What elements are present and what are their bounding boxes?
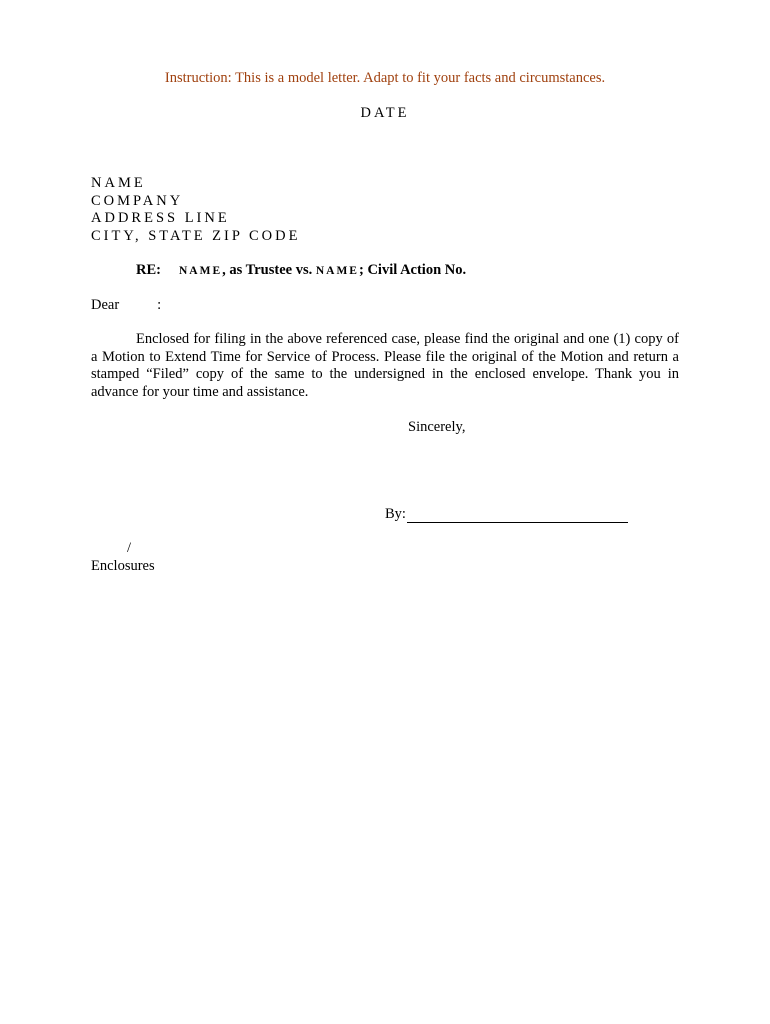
letter-body: Enclosed for filing in the above referenced case, please find the original and one (1) copy of a Motion to Extend Time for Service of Process. Please file the original of the Motion and return a stamped “Filed” copy of the same to the undersigned in the enclosed envelope. Thank you in advance for your time and assistance. (91, 331, 679, 400)
salutation-greeting: Dear (91, 297, 120, 313)
recipient-name: NAME (91, 175, 146, 191)
instruction-note: Instruction: This is a model letter. Adapt to fit your facts and circumstances. (164, 70, 606, 86)
recipient-address-line: ADDRESS LINE (91, 210, 230, 226)
signature-blank (407, 507, 628, 523)
re-end-text: ; Civil Action No. (358, 262, 467, 278)
re-middle-text: , as Trustee vs. (222, 262, 316, 278)
signature-line (385, 506, 628, 523)
enclosures-note: Enclosures (91, 558, 155, 574)
re-label: RE: (136, 262, 161, 278)
recipient-company: COMPANY (91, 192, 184, 209)
typist-initials: / (127, 540, 132, 556)
recipient-address-block (91, 175, 300, 245)
re-party-1: NAME (178, 265, 223, 277)
recipient-city-state-zip: CITY, STATE ZIP CODE (91, 227, 301, 244)
signature-by-label: By: (385, 506, 406, 522)
re-subject-line (136, 262, 466, 279)
salutation (91, 297, 161, 314)
closing: Sincerely, (408, 419, 466, 435)
salutation-colon: : (157, 297, 162, 313)
re-party-2: NAME (315, 265, 359, 277)
letter-date: DATE (360, 105, 410, 121)
